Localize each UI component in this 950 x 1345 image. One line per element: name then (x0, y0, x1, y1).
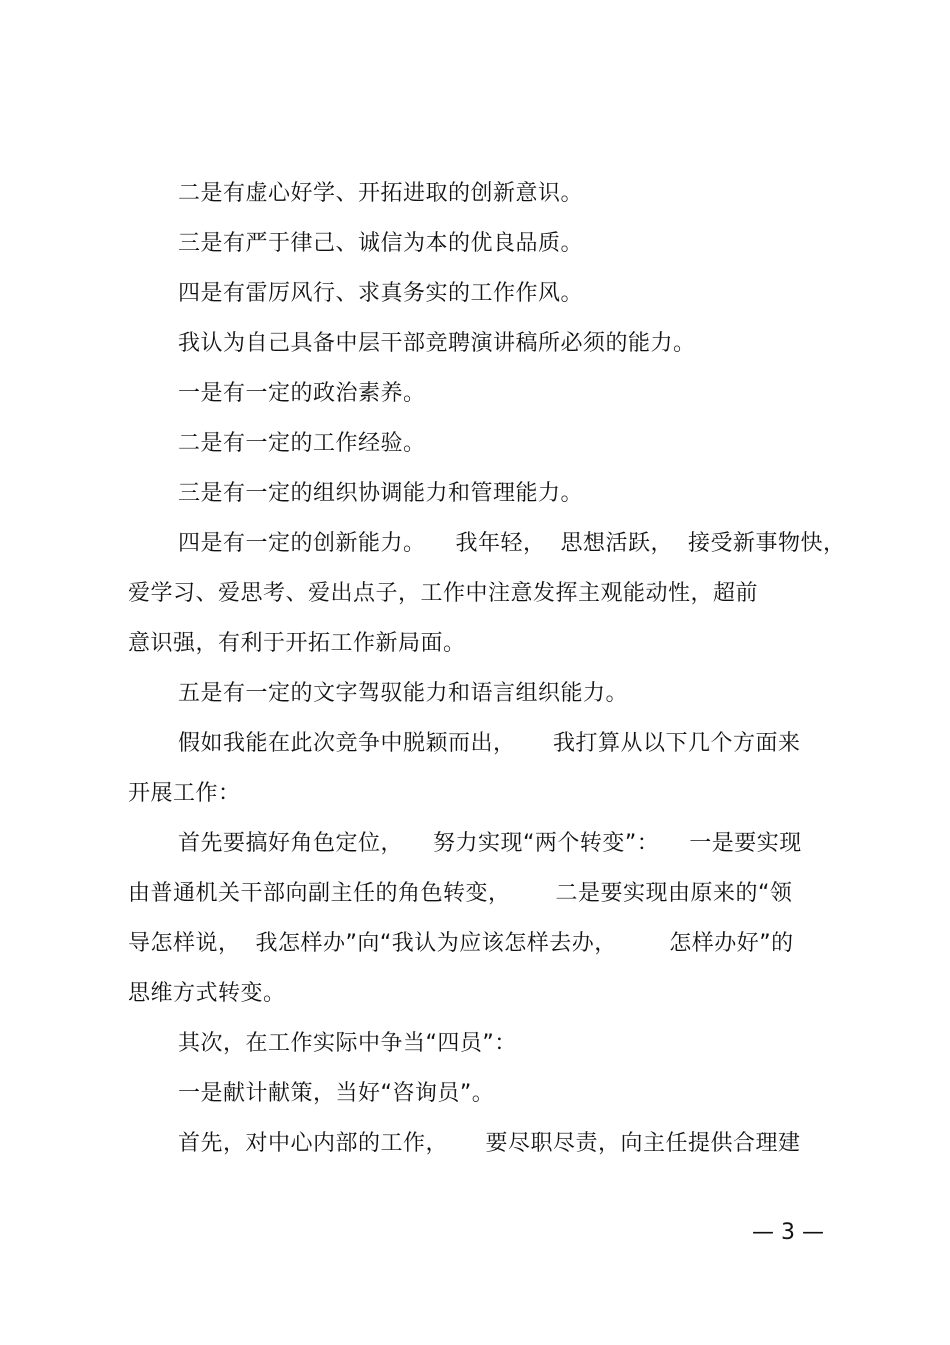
paragraph-line: 二是有虚心好学、开拓进取的创新意识。 (178, 181, 584, 206)
paragraph-line: 意识强，有利于开拓工作新局面。 (128, 631, 466, 656)
paragraph-line: 我认为自己具备中层干部竞聘演讲稿所必须的能力。 (178, 331, 696, 356)
paragraph-line: 假如我能在此次竞争中脱颖而出， 我打算从以下几个方面来 (178, 731, 801, 756)
paragraph-line: 二是有一定的工作经验。 (178, 431, 426, 456)
paragraph-line: 四是有雷厉风行、求真务实的工作作风。 (178, 281, 584, 306)
paragraph-line: 首先要搞好角色定位， 努力实现“两个转变”： 一是要实现 (178, 831, 802, 856)
paragraph-line: 一是有一定的政治素养。 (178, 381, 426, 406)
paragraph-line: 爱学习、爱思考、爱出点子，工作中注意发挥主观能动性，超前 (128, 581, 759, 606)
page-number: — 3 — (752, 1220, 824, 1245)
paragraph-line: 五是有一定的文字驾驭能力和语言组织能力。 (178, 681, 629, 706)
paragraph-line: 导怎样说， 我怎样办”向“我认为应该怎样去办， 怎样办好”的 (128, 931, 794, 956)
paragraph-line: 一是献计献策，当好“咨询员”。 (178, 1081, 495, 1106)
paragraph-line: 其次，在工作实际中争当“四员”： (178, 1031, 517, 1056)
paragraph-line: 三是有严于律己、诚信为本的优良品质。 (178, 231, 584, 256)
paragraph-line: 思维方式转变。 (128, 981, 286, 1006)
paragraph-line: 开展工作： (128, 781, 241, 806)
paragraph-line: 由普通机关干部向副主任的角色转变， 二是要实现由原来的“领 (128, 881, 793, 906)
paragraph-line: 首先，对中心内部的工作， 要尽职尽责，向主任提供合理建 (178, 1131, 801, 1156)
paragraph-line: 四是有一定的创新能力。 我年轻， 思想活跃， 接受新事物快， (178, 531, 846, 556)
paragraph-line: 三是有一定的组织协调能力和管理能力。 (178, 481, 584, 506)
